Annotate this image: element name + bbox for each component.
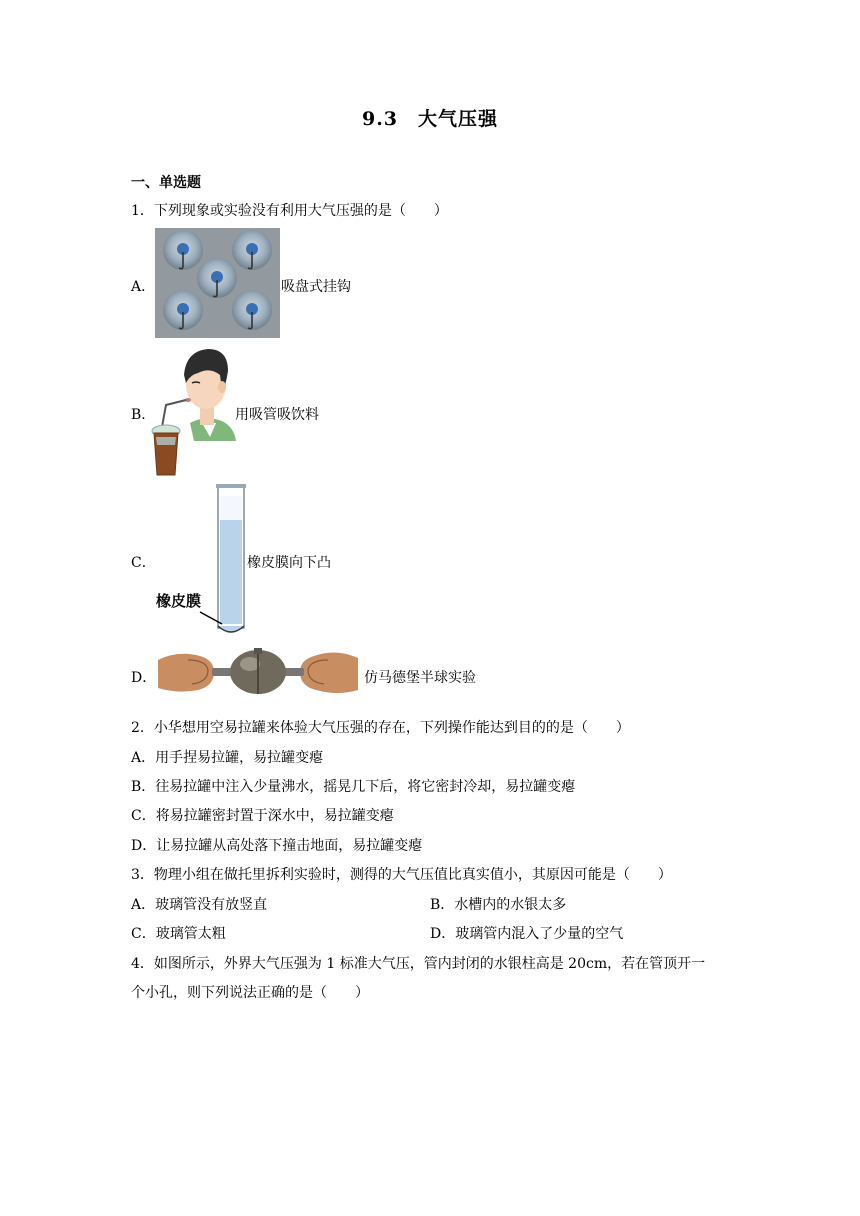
- test-tube-membrane-image: [152, 484, 252, 636]
- q2-option-d: D．让易拉罐从高处落下撞击地面，易拉罐变瘪: [131, 838, 423, 854]
- question-4-stem-line1: 4．如图所示，外界大气压强为 1 标准大气压，管内封闭的水银柱高是 20cm，若在管顶开一: [131, 956, 706, 972]
- document-title: 9.3 大气压强: [361, 108, 499, 130]
- q1-option-a-letter: A．: [131, 279, 156, 295]
- magdeburg-hemispheres-image: [158, 646, 358, 698]
- q3-option-c: C．玻璃管太粗: [131, 926, 226, 942]
- q3-option-b: B．水槽内的水银太多: [430, 897, 567, 913]
- boy-drinking-straw-image: [150, 345, 236, 477]
- rubber-membrane-label: 橡皮膜: [156, 592, 202, 610]
- q2-option-a: A．用手捏易拉罐，易拉罐变瘪: [131, 750, 324, 766]
- question-1-stem: 1．下列现象或实验没有利用大气压强的是（ ）: [131, 203, 448, 219]
- question-4-stem-line2: 个小孔，则下列说法正确的是（ ）: [131, 985, 369, 1001]
- q1-option-d-letter: D．: [131, 670, 157, 686]
- q2-option-c: C．将易拉罐密封置于深水中，易拉罐变瘪: [131, 808, 394, 824]
- q3-option-d: D．玻璃管内混入了少量的空气: [430, 926, 624, 942]
- question-2-stem: 2．小华想用空易拉罐来体验大气压强的存在，下列操作能达到目的的是（ ）: [131, 720, 630, 736]
- question-3-stem: 3．物理小组在做托里拆利实验时，测得的大气压值比真实值小，其原因可能是（ ）: [131, 867, 672, 883]
- q1-option-b-letter: B．: [131, 407, 156, 423]
- q1-option-b-caption: 用吸管吸饮料: [235, 407, 319, 423]
- suction-cup-hooks-image: [155, 228, 280, 338]
- q1-option-d-caption: 仿马德堡半球实验: [364, 670, 476, 686]
- q1-option-a-caption: 吸盘式挂钩: [281, 279, 351, 295]
- q3-option-a: A．玻璃管没有放竖直: [131, 897, 268, 913]
- section-heading: 一、单选题: [131, 175, 201, 191]
- q1-option-c-caption: 橡皮膜向下凸: [247, 555, 331, 571]
- q1-option-c-letter: C．: [131, 555, 156, 571]
- q2-option-b: B．往易拉罐中注入少量沸水，摇晃几下后，将它密封冷却，易拉罐变瘪: [131, 779, 576, 795]
